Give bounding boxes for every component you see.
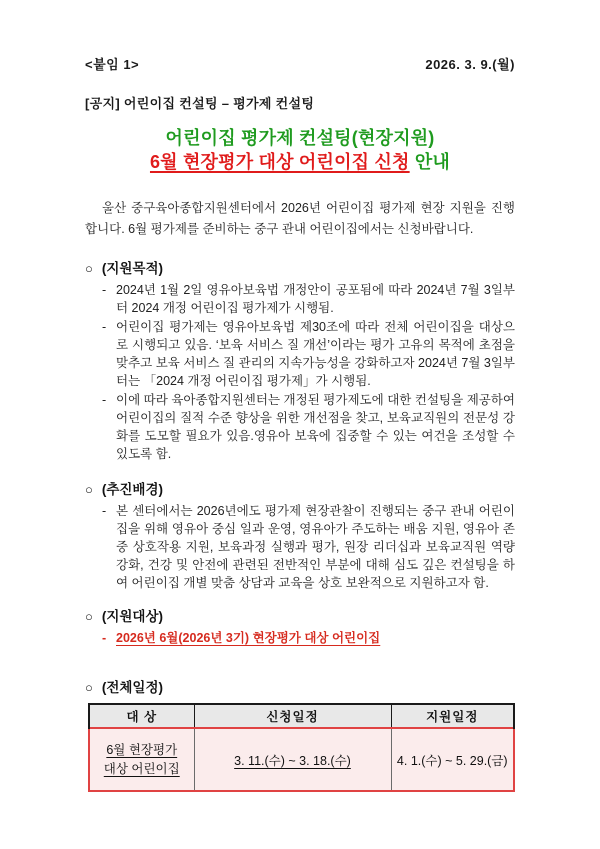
attachment-label: <붙임 1> — [85, 57, 140, 72]
schedule-table — [88, 703, 515, 792]
table-header-row — [89, 704, 514, 728]
section-target-heading-text: (지원대상) — [101, 609, 164, 624]
section-background — [85, 478, 515, 592]
column-header-target: 대 상 — [89, 704, 194, 728]
title-line-2 — [85, 150, 515, 174]
title-line-1: 어린이집 평가제 컨설팅(현장지원) — [165, 128, 435, 148]
circle-marker: ○ — [85, 680, 93, 695]
list-item — [85, 391, 515, 463]
section-schedule-heading-text: (전체일정) — [101, 680, 164, 695]
cell-apply-period-text: 3. 11.(수) ~ 3. 18.(수) — [234, 753, 351, 768]
purpose-bullet-3: 이에 따라 육아종합지원센터는 개정된 평가제도에 대한 컨설팅을 제공하여 어린이집의 질적 수준 향상을 위한 개선점을 찾고, 보육교직원의 전문성 강화를 도모할 필요가 있음.영유아 보육에 집중할 수 있는 여건을 조성할 수 있도록 함. — [116, 393, 515, 461]
list-item — [85, 502, 515, 592]
circle-marker: ○ — [85, 261, 93, 276]
section-purpose-bullets — [85, 281, 515, 463]
title-line-2-suffix: 안내 — [409, 152, 451, 172]
document-header-row — [85, 54, 515, 73]
cell-target-text: 6월 현장평가 대상 어린이집 — [103, 742, 180, 776]
section-background-bullets — [85, 502, 515, 592]
purpose-bullet-2: 어린이집 평가제는 영유아보육법 제30조에 따라 전체 어린이집을 대상으로 시행되고 있음. ‘보육 서비스 질 개선’이라는 평가 고유의 목적에 초점을 맞추고 보육 서비스 질 관리의 지속가능성을 강화하고자 2024년 7월 3일부터는 「2024 개정 어린이집 평가제」가 시행됨. — [116, 320, 515, 388]
list-item — [85, 629, 515, 647]
title-line-2-highlight: 6월 현장평가 대상 어린이집 신청 — [149, 152, 410, 172]
section-schedule — [85, 676, 515, 792]
section-target — [85, 605, 515, 647]
section-background-heading-text: (추진배경) — [101, 482, 164, 497]
section-background-heading — [85, 478, 515, 498]
dash-marker: - — [102, 283, 107, 297]
section-purpose-heading-text: (지원목적) — [101, 261, 164, 276]
document-date: 2026. 3. 9.(월) — [425, 57, 515, 72]
table-row — [89, 728, 514, 791]
cell-target — [89, 728, 194, 791]
column-header-support-period: 지원일정 — [391, 704, 514, 728]
cell-support-period: 4. 1.(수) ~ 5. 29.(금) — [391, 728, 514, 791]
list-item — [85, 281, 515, 317]
dash-marker: - — [102, 393, 107, 407]
target-bullet-highlight: 2026년 6월(2026년 3기) 현장평가 대상 어린이집 — [116, 631, 381, 645]
cell-apply-period — [194, 728, 391, 791]
dash-marker: - — [102, 504, 107, 518]
circle-marker: ○ — [85, 482, 93, 497]
circle-marker: ○ — [85, 609, 93, 624]
section-purpose-heading — [85, 257, 515, 277]
section-purpose — [85, 257, 515, 463]
section-target-bullets — [85, 629, 515, 647]
section-schedule-heading — [85, 676, 515, 696]
intro-paragraph: 울산 중구육아종합지원센터에서 2026년 어린이집 평가제 현장 지원을 진행합니다. 6월 평가제를 준비하는 중구 관내 어린이집에서는 신청바랍니다. — [85, 201, 515, 236]
section-target-heading — [85, 605, 515, 625]
column-header-apply-period: 신청일정 — [194, 704, 391, 728]
list-item — [85, 318, 515, 390]
document-title — [85, 126, 515, 174]
purpose-bullet-1: 2024년 1월 2일 영유아보육법 개정안이 공포됨에 따라 2024년 7월 3일부터 2024 개정 어린이집 평가제가 시행됨. — [116, 283, 515, 315]
notice-subject: [공지] 어린이집 컨설팅 – 평가제 컨설팅 — [85, 96, 315, 111]
dash-marker: - — [102, 631, 107, 645]
background-bullet-1: 본 센터에서는 2026년에도 평가제 현장관찰이 진행되는 중구 관내 어린이집을 위해 영유아 중심 일과 운영, 영유아가 주도하는 배움 지원, 영유아 존중 상호작용 지원, 보육과정 실행과 평가, 원장 리더십과 보육교직원 역량 강화, 건강 및 안전에 관련된 전반적인 부분에 대해 심도 깊은 컨설팅을 하여 어린이집 개별 맞춤 상담과 교육을 상호 보완적으로 지원하고자 함. — [116, 504, 515, 590]
dash-marker: - — [102, 320, 107, 334]
